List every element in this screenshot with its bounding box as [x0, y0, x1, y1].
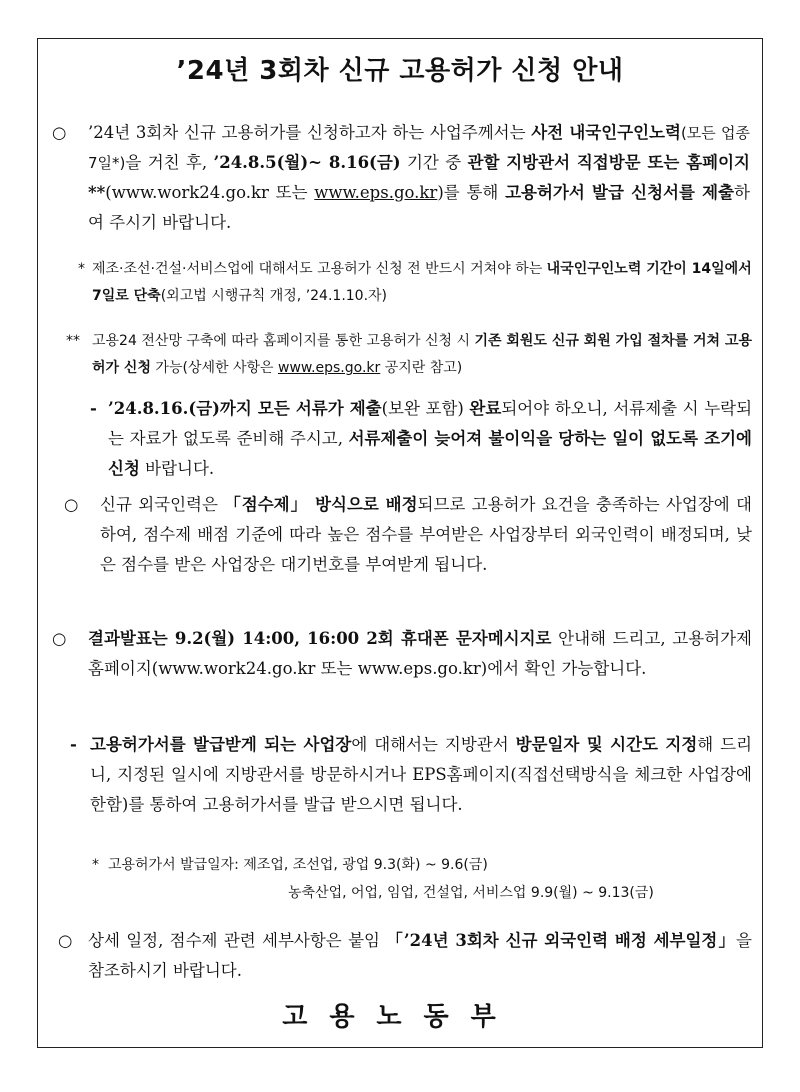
- note-recruitment-period: 제조·조선·건설·서비스업에 대해서도 고용허가 신청 전 반드시 거쳐야 하는 내국인구인노력 기간이 14일에서 7일로 단축(외고법 시행규칙 개정, ’24.1.10.자): [92, 261, 752, 304]
- bullet-marker: ○: [52, 123, 67, 142]
- note-marker: *: [92, 857, 99, 873]
- issuer-name: 고용노동부: [282, 1002, 518, 1032]
- eps-link[interactable]: www.eps.go.kr: [278, 360, 381, 376]
- dash-marker: -: [90, 399, 97, 418]
- note-marker: *: [78, 261, 85, 277]
- bullet-marker: ○: [52, 629, 67, 648]
- notice-title: ’24년 3회차 신규 고용허가 신청 안내: [176, 56, 624, 86]
- eps-link[interactable]: www.eps.go.kr: [314, 183, 438, 202]
- note-issuance-dates-1: 고용허가서 발급일자: 제조업, 조선업, 광업 9.3(화) ~ 9.6(금): [108, 857, 488, 873]
- bullet-marker: ○: [58, 931, 73, 950]
- dash-marker: -: [70, 735, 77, 754]
- note-marker: **: [66, 333, 80, 349]
- note-membership: 고용24 전산망 구축에 따라 홈페이지를 통한 고용허가 신청 시 기존 회원도 신규 회원 가입 절차를 거쳐 고용허가 신청 가능(상세한 사항은 www.eps.go.kr 공지란 참고): [92, 333, 753, 376]
- bullet-marker: ○: [64, 495, 79, 514]
- note-issuance-dates-2: 농축산업, 어업, 임업, 건설업, 서비스업 9.9(월) ~ 9.13(금): [288, 885, 654, 901]
- paragraph-document-deadline: ’24.8.16.(금)까지 모든 서류가 제출(보완 포함) 완료되어야 하오니, 서류제출 시 누락되는 자료가 없도록 준비해 주시고, 서류제출이 늦어져 불이익을 당하는 일이 없도록 조기에 신청 바랍니다.: [108, 399, 753, 478]
- paragraph-permit-issuance: 고용허가서를 발급받게 되는 사업장에 대해서는 지방관서 방문일자 및 시간도 지정해 드리니, 지정된 일시에 지방관서를 방문하시거나 EPS홈페이지(직접선택방식을 체크한 사업장에 한함)를 통하여 고용허가서를 발급 받으시면 됩니다.: [90, 735, 753, 814]
- paragraph-application-period: ’24년 3회차 신규 고용허가를 신청하고자 하는 사업주께서는 사전 내국인구인노력(모든 업종 7일*)을 거친 후, ’24.8.5(월)~ 8.16(금) 기간 중 관할 지방관서 직접방문 또는 홈페이지**(www.work24.go.kr 또는 www.eps.go.kr)를 통해 고용허가서 발급 신청서를 제출하여 주시기 바랍니다.: [88, 123, 750, 232]
- paragraph-result-announcement: 결과발표는 9.2(월) 14:00, 16:00 2회 휴대폰 문자메시지로 안내해 드리고, 고용허가제 홈페이지(www.work24.go.kr 또는 www.eps.go.kr)에서 확인 가능합니다.: [88, 629, 753, 678]
- paragraph-point-system: 신규 외국인력은 「점수제」 방식으로 배정되므로 고용허가 요건을 충족하는 사업장에 대하여, 점수제 배점 기준에 따라 높은 점수를 부여받은 사업장부터 외국인력이 배정되며, 낮은 점수를 받은 사업장은 대기번호를 부여받게 됩니다.: [100, 495, 752, 574]
- paragraph-detailed-schedule: 상세 일정, 점수제 관련 세부사항은 붙임 「’24년 3회차 신규 외국인력 배정 세부일정」을 참조하시기 바랍니다.: [88, 931, 752, 980]
